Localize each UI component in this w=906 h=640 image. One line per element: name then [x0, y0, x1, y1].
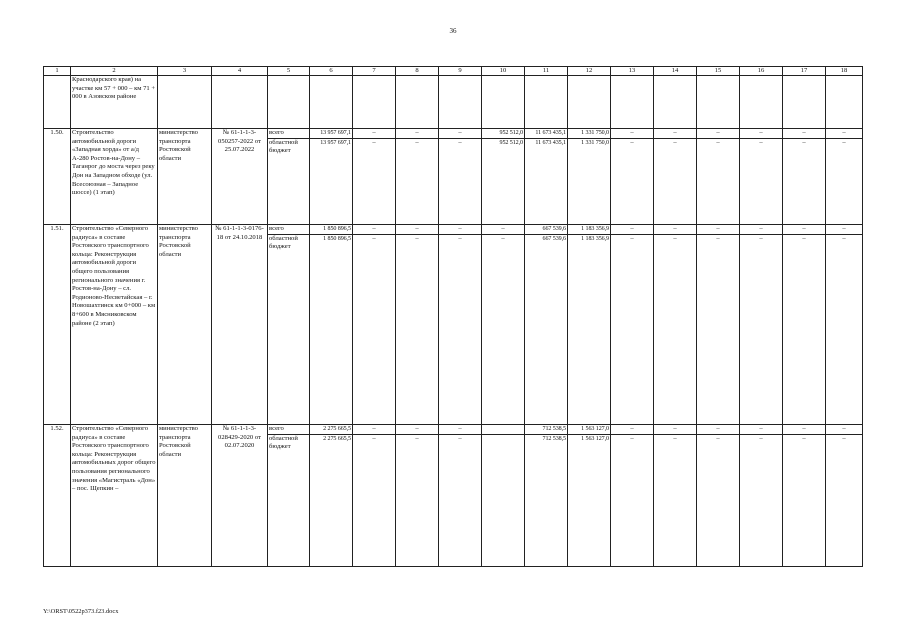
value-cell: –	[439, 138, 482, 224]
value-cell: –	[353, 425, 396, 435]
object-name-cell: Строительство автомобильной дороги «Западная хорда» от а/д А-280 Ростов-на-Дону – Таганрог до моста через реку Дон на Западном обходе (ул. Всесоюзная – Западное шоссе) (1 этап)	[71, 129, 158, 225]
column-header-7: 7	[353, 67, 396, 76]
object-name-cell: Строительство «Северного радиуса» в составе Ростовского транспортного кольца: Реконструкция автомобильных дорог общего пользования регионального значения «Магистраль «Дон» – пос. Щепкин –	[71, 425, 158, 567]
value-cell: –	[439, 425, 482, 435]
column-header-9: 9	[439, 67, 482, 76]
funding-source-cell: областной бюджет	[268, 434, 310, 566]
value-cell: 11 673 435,1	[525, 129, 568, 139]
value-cell: –	[611, 138, 654, 224]
value-cell: –	[611, 234, 654, 424]
value-cell: –	[611, 129, 654, 139]
value-cell: –	[783, 434, 826, 566]
row-id-cell: 1.50.	[44, 129, 71, 225]
value-cell: 11 673 435,1	[525, 138, 568, 224]
value-cell: –	[826, 129, 863, 139]
value-cell: –	[611, 434, 654, 566]
column-header-6: 6	[310, 67, 353, 76]
column-header-1: 1	[44, 67, 71, 76]
value-cell: –	[439, 129, 482, 139]
value-cell: –	[783, 225, 826, 235]
value-cell: –	[697, 234, 740, 424]
footer-file-path: Y:\ORST\0522p373.f23.docx	[43, 608, 119, 615]
value-cell: 13 957 697,1	[310, 129, 353, 139]
budget-table	[43, 66, 863, 567]
funding-source-cell: всего	[268, 225, 310, 235]
value-cell: –	[783, 425, 826, 435]
value-cell: –	[482, 234, 525, 424]
row-id-cell	[44, 76, 71, 129]
column-header-13: 13	[611, 67, 654, 76]
value-cell: –	[826, 225, 863, 235]
value-cell: 1 183 356,9	[568, 234, 611, 424]
value-cell: –	[826, 425, 863, 435]
funding-source-cell: всего	[268, 425, 310, 435]
value-cell: –	[654, 225, 697, 235]
value-cell: –	[654, 425, 697, 435]
column-header-8: 8	[396, 67, 439, 76]
value-cell: –	[353, 434, 396, 566]
value-cell: –	[654, 234, 697, 424]
column-header-11: 11	[525, 67, 568, 76]
value-cell: –	[740, 225, 783, 235]
value-cell: –	[654, 129, 697, 139]
value-cell: 952 512,0	[482, 138, 525, 224]
value-cell: –	[740, 138, 783, 224]
value-cell: –	[826, 234, 863, 424]
row-id-cell: 1.52.	[44, 425, 71, 567]
column-header-4: 4	[212, 67, 268, 76]
object-name-cell: Строительство «Северного радиуса» в составе Ростовского транспортного кольца: Реконструкция автомобильной дороги общего пользования регионального значения г. Ростов-на-Дону – сл. Родионово-Несветайская – г. Новошахтинск км 0+000 – км 8+600 в Мясниковском районе (2 этап)	[71, 225, 158, 425]
value-cell: –	[740, 234, 783, 424]
value-cell: –	[611, 225, 654, 235]
column-header-2: 2	[71, 67, 158, 76]
value-cell: –	[353, 138, 396, 224]
value-cell: –	[783, 234, 826, 424]
page-number: 36	[449, 27, 457, 35]
column-header-12: 12	[568, 67, 611, 76]
value-cell: –	[396, 234, 439, 424]
value-cell: –	[697, 425, 740, 435]
column-header-18: 18	[826, 67, 863, 76]
value-cell: –	[353, 234, 396, 424]
value-cell: –	[740, 129, 783, 139]
value-cell: 13 957 697,1	[310, 138, 353, 224]
value-cell: 1 850 896,5	[310, 225, 353, 235]
value-cell: –	[740, 434, 783, 566]
column-header-17: 17	[783, 67, 826, 76]
value-cell	[482, 434, 525, 566]
table-row	[44, 225, 863, 235]
value-cell: –	[439, 434, 482, 566]
column-header-3: 3	[158, 67, 212, 76]
value-cell: 1 331 750,0	[568, 138, 611, 224]
value-cell: 2 275 665,5	[310, 434, 353, 566]
document-cell: № 61-1-1-3-050257-2022 от 25.07.2022	[212, 129, 268, 225]
value-cell: –	[611, 425, 654, 435]
value-cell: –	[439, 234, 482, 424]
value-cell: –	[396, 138, 439, 224]
value-cell: –	[654, 434, 697, 566]
column-header-14: 14	[654, 67, 697, 76]
value-cell: –	[697, 434, 740, 566]
ministry-cell: министерство транспорта Ростовской области	[158, 225, 212, 425]
continuation-row	[44, 76, 863, 129]
value-cell: –	[353, 129, 396, 139]
value-cell: –	[783, 129, 826, 139]
value-cell: –	[697, 225, 740, 235]
row-id-cell: 1.51.	[44, 225, 71, 425]
document-cell: № 61-1-1-3-0176-18 от 24.10.2018	[212, 225, 268, 425]
value-cell: –	[697, 129, 740, 139]
value-cell: 1 183 356,9	[568, 225, 611, 235]
funding-source-cell: областной бюджет	[268, 138, 310, 224]
value-cell: 1 563 127,0	[568, 425, 611, 435]
column-header-10: 10	[482, 67, 525, 76]
value-cell: –	[396, 129, 439, 139]
column-header-16: 16	[740, 67, 783, 76]
value-cell: –	[654, 138, 697, 224]
table-row	[44, 425, 863, 435]
value-cell: –	[396, 225, 439, 235]
value-cell: –	[396, 434, 439, 566]
value-cell: –	[826, 434, 863, 566]
column-header-15: 15	[697, 67, 740, 76]
table-row	[44, 129, 863, 139]
value-cell: 712 538,5	[525, 434, 568, 566]
column-header-5: 5	[268, 67, 310, 76]
funding-source-cell: областной бюджет	[268, 234, 310, 424]
value-cell: 1 850 896,5	[310, 234, 353, 424]
value-cell: –	[826, 138, 863, 224]
value-cell: –	[482, 225, 525, 235]
value-cell	[482, 425, 525, 435]
value-cell: 952 512,0	[482, 129, 525, 139]
ministry-cell: министерство транспорта Ростовской области	[158, 129, 212, 225]
value-cell: –	[439, 225, 482, 235]
value-cell: –	[697, 138, 740, 224]
value-cell: –	[353, 225, 396, 235]
funding-source-cell: всего	[268, 129, 310, 139]
value-cell: 1 331 750,0	[568, 129, 611, 139]
value-cell: –	[783, 138, 826, 224]
value-cell: 712 538,5	[525, 425, 568, 435]
value-cell: –	[740, 425, 783, 435]
value-cell: 667 539,6	[525, 225, 568, 235]
value-cell: 667 539,6	[525, 234, 568, 424]
document-cell: № 61-1-1-3-028429-2020 от 02.07.2020	[212, 425, 268, 567]
ministry-cell: министерство транспорта Ростовской области	[158, 425, 212, 567]
value-cell: 1 563 127,0	[568, 434, 611, 566]
header-row	[44, 67, 863, 76]
value-cell: 2 275 665,5	[310, 425, 353, 435]
value-cell: –	[396, 425, 439, 435]
object-name-cell: Краснодарского края) на участке км 57 + 000 – км 71 + 000 в Азовском районе	[71, 76, 158, 129]
